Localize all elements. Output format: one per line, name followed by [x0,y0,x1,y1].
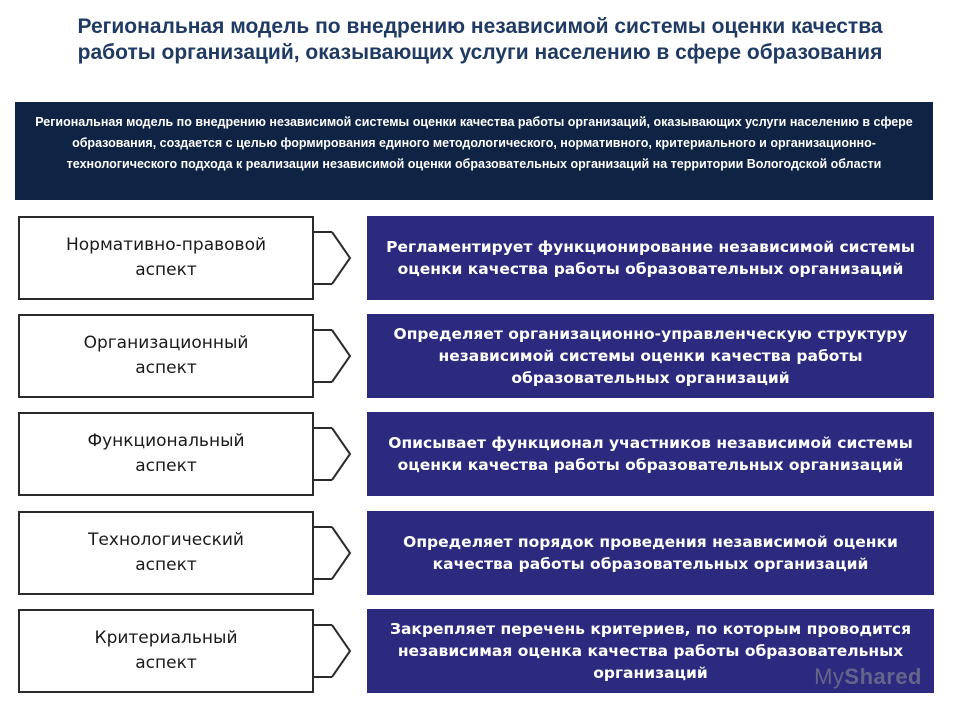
aspect-name: Технологический [88,530,244,550]
aspect-label: аспект [135,456,197,476]
aspect-description: Описывает функционал участников независимой системы оценки качества работы образовательных организаций [367,412,934,496]
chevron-right-icon [312,412,352,496]
aspect-label: аспект [135,653,197,673]
aspect-box [18,412,314,496]
chevron-right-icon [312,511,352,595]
aspect-row-criterial [18,609,934,693]
summary-banner: Региональная модель по внедрению независимой системы оценки качества работы организаций, оказывающих услуги населению в сфере образования, создается с целью формирования единого методологического, нормативного, критериального и организационно-технологического подхода к реализации независимой оценки образовательных организаций на территории Вологодской области [15,102,933,200]
aspect-label: аспект [135,358,197,378]
aspect-name: Функциональный [87,431,245,451]
page-title: Региональная модель по внедрению независимой системы оценки качества работы организаций, оказывающих услуги населению в сфере образования [77,15,883,64]
aspect-row-organizational [18,314,934,398]
aspect-name: Критериальный [94,628,238,648]
aspect-box [18,609,314,693]
aspect-label: аспект [135,555,197,575]
aspect-box [18,216,314,300]
aspect-row-normative [18,216,934,300]
aspect-box [18,511,314,595]
aspect-label: аспект [135,260,197,280]
watermark-part2: Shared [844,664,922,689]
aspect-name: Организационный [83,333,249,353]
aspect-row-technological [18,511,934,595]
chevron-right-icon [312,314,352,398]
aspect-description: Регламентирует функционирование независимой системы оценки качества работы образовательных организаций [367,216,934,300]
aspect-row-functional [18,412,934,496]
watermark-logo [814,664,922,690]
watermark-part1: My [814,664,845,689]
chevron-right-icon [312,216,352,300]
aspect-description: Определяет порядок проведения независимой оценки качества работы образовательных организаций [367,511,934,595]
chevron-right-icon [312,609,352,693]
aspect-description: Закрепляет перечень критериев, по которым проводится независимая оценка качества работы образовательных организаций [367,609,934,693]
aspect-name: Нормативно-правовой [65,235,267,255]
aspect-box [18,314,314,398]
aspect-description: Определяет организационно-управленческую структуру независимой системы оценки качества работы образовательных организаций [367,314,934,398]
